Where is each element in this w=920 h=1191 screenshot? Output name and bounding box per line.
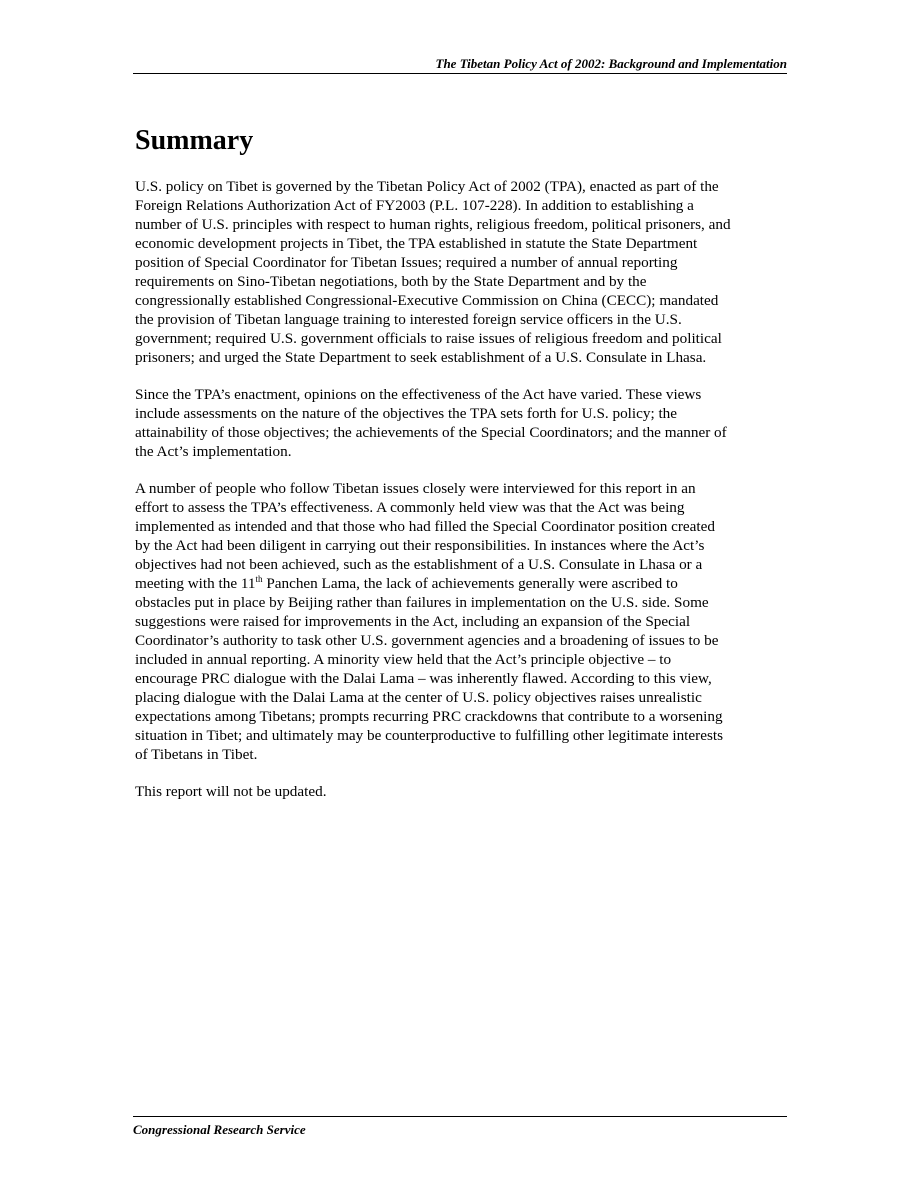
paragraph-line: suggestions were raised for improvements in the Act, including an expansion of the Special (135, 613, 691, 630)
paragraph-line: objectives had not been achieved, such as the establishment of a U.S. Consulate in Lhasa or a (135, 556, 703, 573)
paragraph-line: congressionally established Congressional-Executive Commission on China (CECC); mandated (135, 292, 719, 309)
paragraph-line: number of U.S. principles with respect to human rights, religious freedom, political prisoners, and (135, 216, 731, 233)
paragraph-line: economic development projects in Tibet, the TPA established in statute the State Department (135, 235, 698, 252)
paragraph-line: placing dialogue with the Dalai Lama at the center of U.S. policy objectives raises unrealistic (135, 689, 702, 706)
running-header-title: The Tibetan Policy Act of 2002: Background and Implementation (435, 56, 787, 71)
paragraph-line: U.S. policy on Tibet is governed by the Tibetan Policy Act of 2002 (TPA), enacted as part of the (135, 178, 719, 195)
ordinal-superscript: th (255, 574, 263, 584)
paragraph-line: the provision of Tibetan language training to interested foreign service officers in the U.S. (135, 311, 682, 328)
paragraph-line: A number of people who follow Tibetan issues closely were interviewed for this report in an (135, 480, 696, 497)
running-footer (133, 1116, 787, 1138)
paragraph-line: encourage PRC dialogue with the Dalai Lama – was inherently flawed. According to this view, (135, 670, 712, 687)
line-text-after: Panchen Lama, the lack of achievements generally were ascribed to (262, 575, 678, 592)
paragraph-line: effort to assess the TPA’s effectiveness. A commonly held view was that the Act was being (135, 499, 685, 516)
paragraph-line: requirements on Sino-Tibetan negotiations, both by the State Department and by the (135, 273, 647, 290)
paragraph-4 (135, 782, 787, 801)
paragraph-line: Foreign Relations Authorization Act of FY2003 (P.L. 107-228). In addition to establishing a (135, 197, 694, 214)
paragraph-2 (135, 385, 787, 461)
paragraph-line: include assessments on the nature of the objectives the TPA sets forth for U.S. policy; the (135, 405, 678, 422)
paragraph-line-superscript (135, 574, 787, 593)
paragraph-line: This report will not be updated. (135, 783, 327, 800)
paragraph-line: by the Act had been diligent in carrying out their responsibilities. In instances where the Act’s (135, 537, 705, 554)
paragraph-line: Coordinator’s authority to task other U.S. government agencies and a broadening of issues to be (135, 632, 719, 649)
paragraph-line: attainability of those objectives; the achievements of the Special Coordinators; and the manner of (135, 424, 727, 441)
paragraph-line: expectations among Tibetans; prompts recurring PRC crackdowns that contribute to a worsening (135, 708, 723, 725)
paragraph-3 (135, 479, 787, 764)
paragraph-line: implemented as intended and that those who had filled the Special Coordinator position created (135, 518, 715, 535)
paragraph-line: included in annual reporting. A minority view held that the Act’s principle objective – to (135, 651, 672, 668)
paragraph-line: government; required U.S. government officials to raise issues of religious freedom and political (135, 330, 722, 347)
running-header (133, 55, 787, 74)
paragraph-line: of Tibetans in Tibet. (135, 746, 258, 763)
paragraph-1 (135, 177, 787, 367)
paragraph-line: the Act’s implementation. (135, 443, 292, 460)
paragraph-line: position of Special Coordinator for Tibetan Issues; required a number of annual reporting (135, 254, 678, 271)
paragraph-line: Since the TPA’s enactment, opinions on the effectiveness of the Act have varied. These views (135, 386, 702, 403)
paragraph-line: situation in Tibet; and ultimately may be counterproductive to fulfilling other legitimate interests (135, 727, 723, 744)
page-title: Summary (135, 125, 254, 156)
paragraph-line: prisoners; and urged the State Department to seek establishment of a U.S. Consulate in Lhasa. (135, 349, 707, 366)
summary-body (135, 177, 787, 819)
paragraph-line: obstacles put in place by Beijing rather than failures in implementation on the U.S. side. Some (135, 594, 709, 611)
footer-publisher: Congressional Research Service (133, 1122, 306, 1137)
line-text-before: meeting with the 11 (135, 575, 256, 592)
